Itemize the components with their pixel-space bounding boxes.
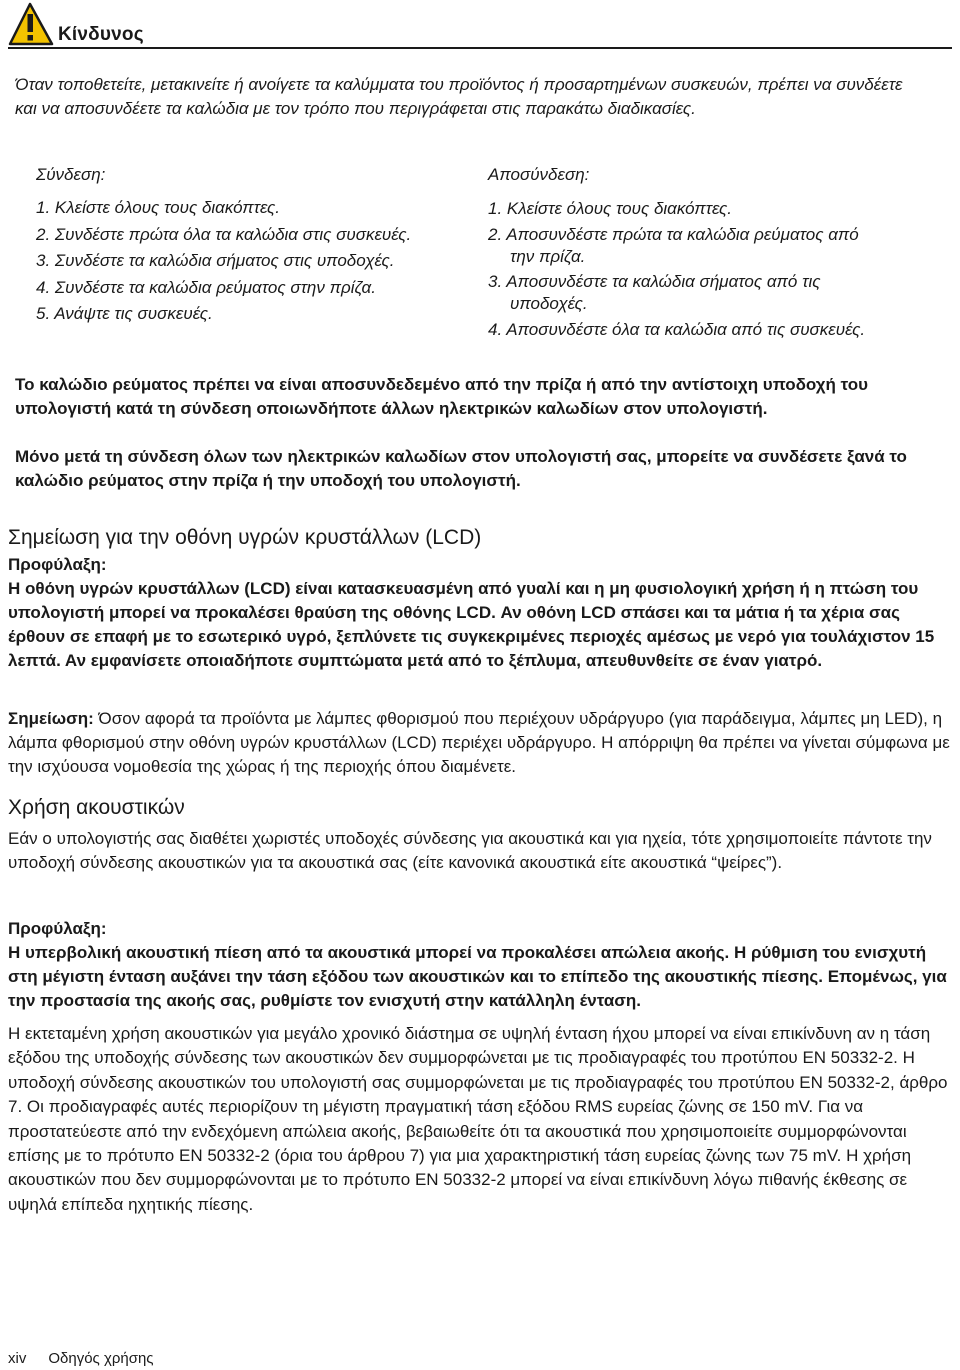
warning-triangle-icon xyxy=(8,2,56,46)
list-item: 4. Συνδέστε τα καλώδια ρεύματος στην πρίζα. xyxy=(36,277,376,297)
page-footer xyxy=(8,1350,154,1367)
earphones-caution-text: Η υπερβολική ακουστική πίεση από τα ακουστικά μπορεί να προκαλέσει απώλεια ακοής. Η ρύθμιση του ενισχυτή στη μέγιστη ένταση αυξάνει την τάση εξόδου των ακουστικών και το επίπεδο της ακουστικής πίεσης. Επομένως, για την προστασία της ακοής σας, ρυθμίστε τον ενισχυτή στην κατάλληλη ένταση. xyxy=(8,943,947,1010)
earphones-body: Η εκτεταμένη χρήση ακουστικών για μεγάλο χρονικό διάστημα σε υψηλή ένταση ήχου μπορεί να είναι επικίνδυνη αν η τάση εξόδου της υποδοχής σύνδεσης των ακουστικών δεν συμμορφώνεται με τις προδιαγραφές του προτύπου EN 50332-2. Η υποδοχή σύνδεσης ακουστικών του υπολογιστή σας συμμορφώνεται με τις προδιαγραφές του προτύπου EN 50332-2, άρθρο 7. Οι προδιαγραφές αυτές περιορίζουν τη μέγιστη πραγματική τάση εξόδου RMS ευρείας ζώνης σε 150 mV. Για να προστατεύεστε από την ενδεχόμενη απώλεια ακοής, βεβαιωθείτε ότι τα ακουστικά που χρησιμοποιείτε συμμορφώνονται επίσης με το πρότυπο EN 50332-2 (όρια του άρθρου 7) για μια χαρακτηριστική τάση ευρείας ζώνης των 75 mV. Η χρήση ακουστικών που δεν συμμορφώνονται με το πρότυπο EN 50332-2 μπορεί να είναι επικίνδυνη λόγω πιθανής έκθεσης σε υψηλά επίπεδα ηχητικής πίεσης. xyxy=(8,1024,948,1214)
list-item: 3. Συνδέστε τα καλώδια σήματος στις υποδοχές. xyxy=(36,251,395,270)
list-item xyxy=(488,319,948,341)
list-item xyxy=(488,271,948,315)
danger-header xyxy=(8,2,268,46)
list-item xyxy=(488,198,948,220)
list-item-text: 3. Αποσυνδέστε τα καλώδια σήματος από τις xyxy=(488,272,821,291)
note-text: Όσον αφορά τα προϊόντα με λάμπες φθορισμού που περιέχουν υδράργυρο (για παράδειγμα, λάμπες μη LED), η λάμπα φθορισμού στην οθόνη υγρών κρυστάλλων (LCD) περιέχει υδράργυρο. Η απόρριψη θα πρέπει να γίνεται σύμφωνα με την ισχύουσα νομοθεσία της χώρας ή της περιοχής όπου διαμένετε. xyxy=(8,709,950,776)
list-item-text: 1. Κλείστε όλους τους διακόπτες. xyxy=(488,199,732,218)
lcd-section-heading: Σημείωση για την οθόνη υγρών κρυστάλλων (LCD) xyxy=(8,526,482,549)
danger-paragraph-2: Μόνο μετά τη σύνδεση όλων των ηλεκτρικών καλωδίων στον υπολογιστή σας, μπορείτε να συνδέσετε ξανά το καλώδιο ρεύματος στην πρίζα ή την υποδοχή του υπολογιστή. xyxy=(15,447,907,490)
list-item-continuation: υποδοχές. xyxy=(510,294,588,313)
list-item-text: 4. Αποσυνδέστε όλα τα καλώδια από τις συσκευές. xyxy=(488,319,866,339)
list-item-continuation: την πρίζα. xyxy=(510,246,586,266)
connect-title: Σύνδεση: xyxy=(36,165,106,184)
list-item xyxy=(488,224,948,268)
lcd-caution-text: Η οθόνη υγρών κρυστάλλων (LCD) είναι κατασκευασμένη από γυαλί και η μη φυσιολογική χρήση ή η πτώση του υπολογιστή μπορεί να προκαλέσει θραύση της οθόνης LCD. Αν οθόνη LCD σπάσει και τα μάτια ή τα χέρια σας έρθουν σε επαφή με το εσωτερικό υγρό, ξεπλύνετε τις συγκεκριμένες περιοχές αμέσως με νερό για τουλάχιστον 15 λεπτά. Αν εμφανίσετε οποιαδήποτε συμπτώματα μετά από το ξέπλυμα, απευθυνθείτε σε έναν γιατρό. xyxy=(8,579,935,670)
danger-divider xyxy=(8,47,952,49)
earphones-intro: Εάν ο υπολογιστής σας διαθέτει χωριστές υποδοχές σύνδεσης για ακουστικά και για ηχεία, τότε χρησιμοποιείτε πάντοτε την υποδοχή σύνδεσης ακουστικών για τα ακουστικά σας (είτε κανονικά ακουστικά είτε ακουστικά “ψείρες”). xyxy=(8,829,932,872)
list-item: 2. Συνδέστε πρώτα όλα τα καλώδια στις συσκευές. xyxy=(36,224,412,244)
page-number: xiv xyxy=(8,1350,27,1367)
connect-list xyxy=(36,195,476,328)
danger-intro: Όταν τοποθετείτε, μετακινείτε ή ανοίγετε τα καλύμματα του προϊόντος ή προσαρτημένων συσκευών, πρέπει να συνδέετε και να αποσυνδέετε τα καλώδια με τον τρόπο που περιγράφεται στις παρακάτω διαδικασίες. xyxy=(15,75,903,118)
disconnect-list xyxy=(488,198,948,344)
disconnect-title: Αποσύνδεση: xyxy=(488,165,590,184)
danger-title: Κίνδυνος xyxy=(58,24,144,45)
lcd-caution-label: Προφύλαξη: xyxy=(8,555,107,574)
guide-title: Οδηγός χρήσης xyxy=(48,1350,154,1367)
earphones-section-heading: Χρήση ακουστικών xyxy=(8,796,185,819)
list-item: 5. Ανάψτε τις συσκευές. xyxy=(36,304,213,323)
danger-paragraph-1: Το καλώδιο ρεύματος πρέπει να είναι αποσυνδεδεμένο από την πρίζα ή από την αντίστοιχη υποδοχή του υπολογιστή κατά τη σύνδεση οποιωνδήποτε άλλων ηλεκτρικών καλωδίων στον υπολογιστή. xyxy=(15,375,868,418)
list-item: 1. Κλείστε όλους τους διακόπτες. xyxy=(36,198,280,217)
note-label: Σημείωση: xyxy=(8,709,94,728)
earphones-caution-label: Προφύλαξη: xyxy=(8,919,107,938)
list-item-text: 2. Αποσυνδέστε πρώτα τα καλώδια ρεύματος από xyxy=(488,224,859,244)
lcd-note xyxy=(8,707,952,779)
